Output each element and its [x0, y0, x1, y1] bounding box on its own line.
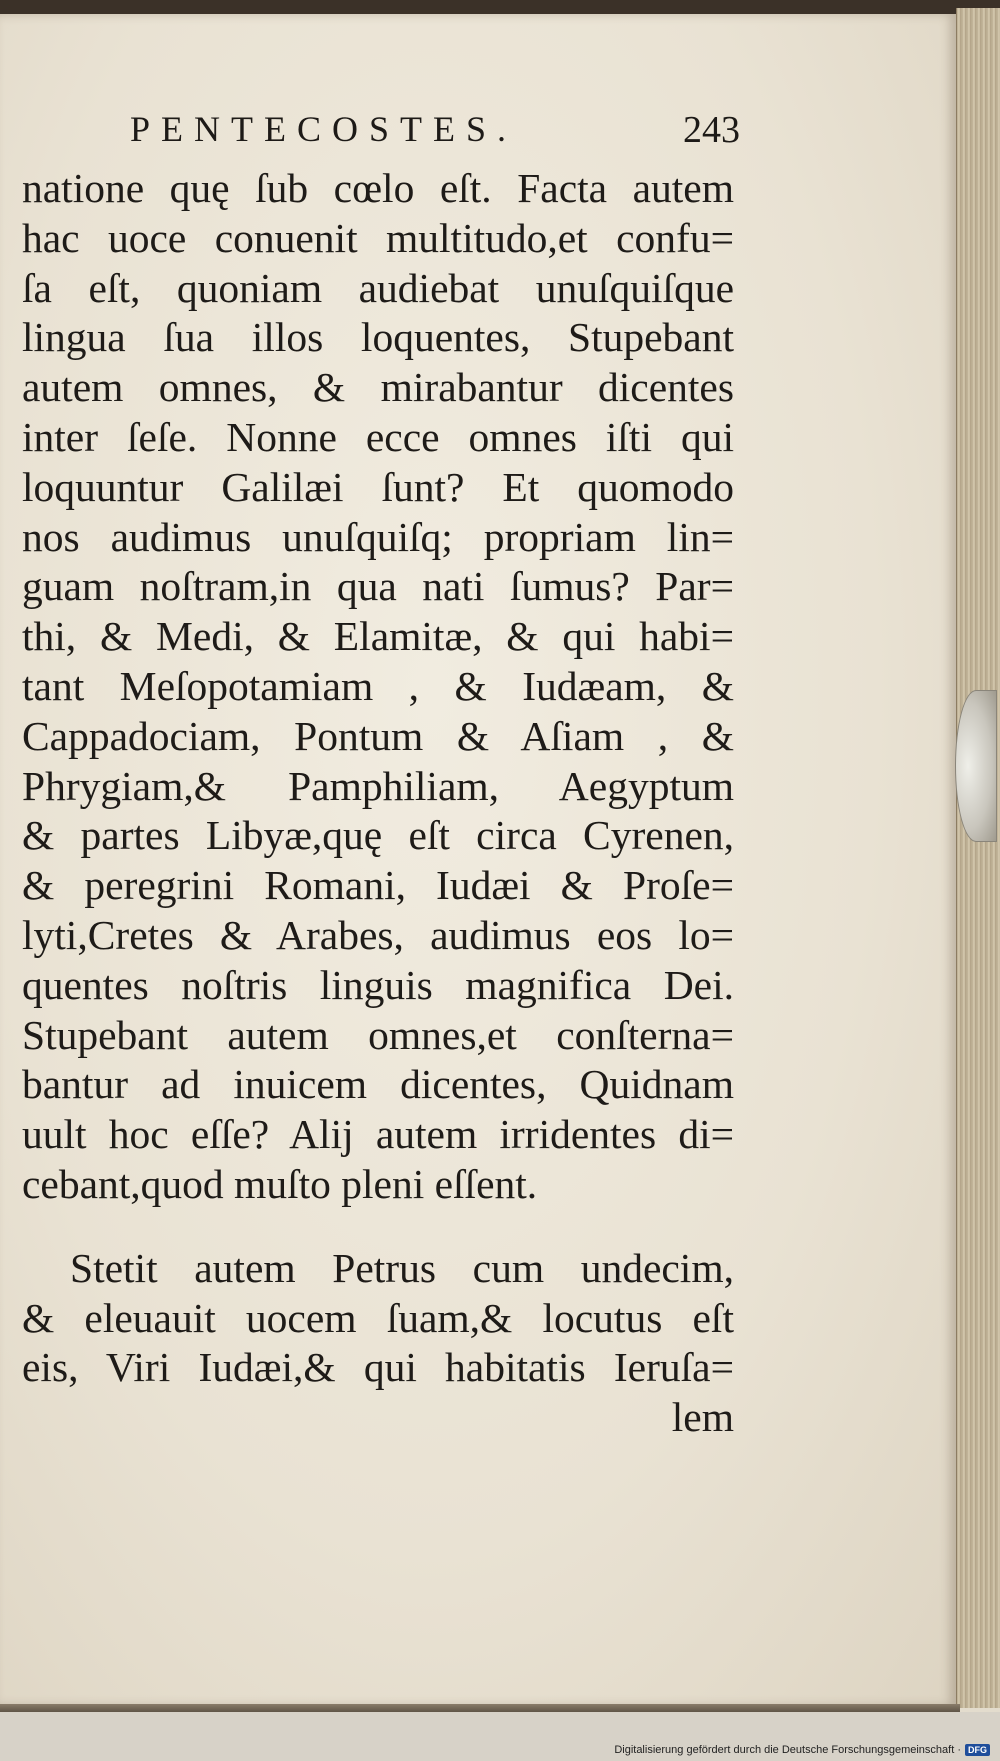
- paragraph-gap: [22, 1210, 734, 1244]
- book-clip: [955, 690, 997, 842]
- dfg-logo-icon: DFG: [965, 1744, 990, 1756]
- page-number: 243: [683, 109, 740, 151]
- text-line: nos audimus unuſquiſq; propriam lin=: [22, 513, 734, 560]
- page-header: [130, 108, 740, 158]
- text-line: natione quę ſub cœlo eſt. Facta autem: [22, 165, 734, 211]
- text-line: uult hoc eſſe? Alij autem irridentes di=: [22, 1111, 734, 1158]
- text-line: autem omnes, & mirabantur dicentes: [22, 364, 734, 411]
- running-head: PENTECOSTES.: [130, 109, 518, 149]
- page-edges: [956, 8, 1000, 1708]
- text-block: [22, 164, 734, 1443]
- scan-frame-top: [0, 0, 1000, 14]
- text-line: Cappadociam, Pontum & Aſiam , &: [22, 712, 734, 759]
- digitization-credit: [614, 1744, 990, 1756]
- text-line: Stupebant autem omnes,et conſterna=: [22, 1011, 734, 1058]
- paragraph-2: [22, 1244, 734, 1443]
- text-line: & eleuauit uocem ſuam,& locutus eſt: [22, 1294, 734, 1341]
- text-line: quentes noſtris linguis magnifica Dei.: [22, 961, 734, 1008]
- text-line: hac uoce conuenit multitudo,et confu=: [22, 214, 734, 261]
- text-line: thi, & Medi, & Elamitæ, & qui habi=: [22, 613, 734, 660]
- paragraph-1: [22, 164, 734, 1210]
- text-line: lingua ſua illos loquentes, Stupebant: [22, 314, 734, 361]
- text-line: loquuntur Galilæi ſunt? Et quomodo: [22, 463, 734, 510]
- text-line: lyti,Cretes & Arabes, audimus eos lo=: [22, 911, 734, 958]
- text-line: Stetit autem Petrus cum undecim,: [70, 1244, 734, 1291]
- credit-text: Digitalisierung gefördert durch die Deutsche Forschungsgemeinschaft ·: [614, 1744, 961, 1756]
- text-line: Phrygiam,& Pamphiliam, Aegyptum: [22, 762, 734, 809]
- text-line: bantur ad inuicem dicentes, Quidnam: [22, 1061, 734, 1108]
- text-line: cebant,quod muſto pleni eſſent.: [22, 1160, 538, 1207]
- text-line: tant Meſopotamiam , & Iudæam, &: [22, 662, 734, 709]
- text-line: eis, Viri Iudæi,& qui habitatis Ieruſa=: [22, 1344, 734, 1391]
- catchword: lem: [671, 1394, 734, 1441]
- text-line: guam noſtram,in qua nati ſumus? Par=: [22, 563, 734, 610]
- text-line: ſa eſt, quoniam audiebat unuſquiſque: [22, 264, 734, 311]
- text-line: & partes Libyæ,quę eſt circa Cyrenen,: [22, 812, 734, 859]
- text-line: & peregrini Romani, Iudæi & Proſe=: [22, 862, 734, 909]
- text-line: inter ſeſe. Nonne ecce omnes iſti qui: [22, 413, 734, 460]
